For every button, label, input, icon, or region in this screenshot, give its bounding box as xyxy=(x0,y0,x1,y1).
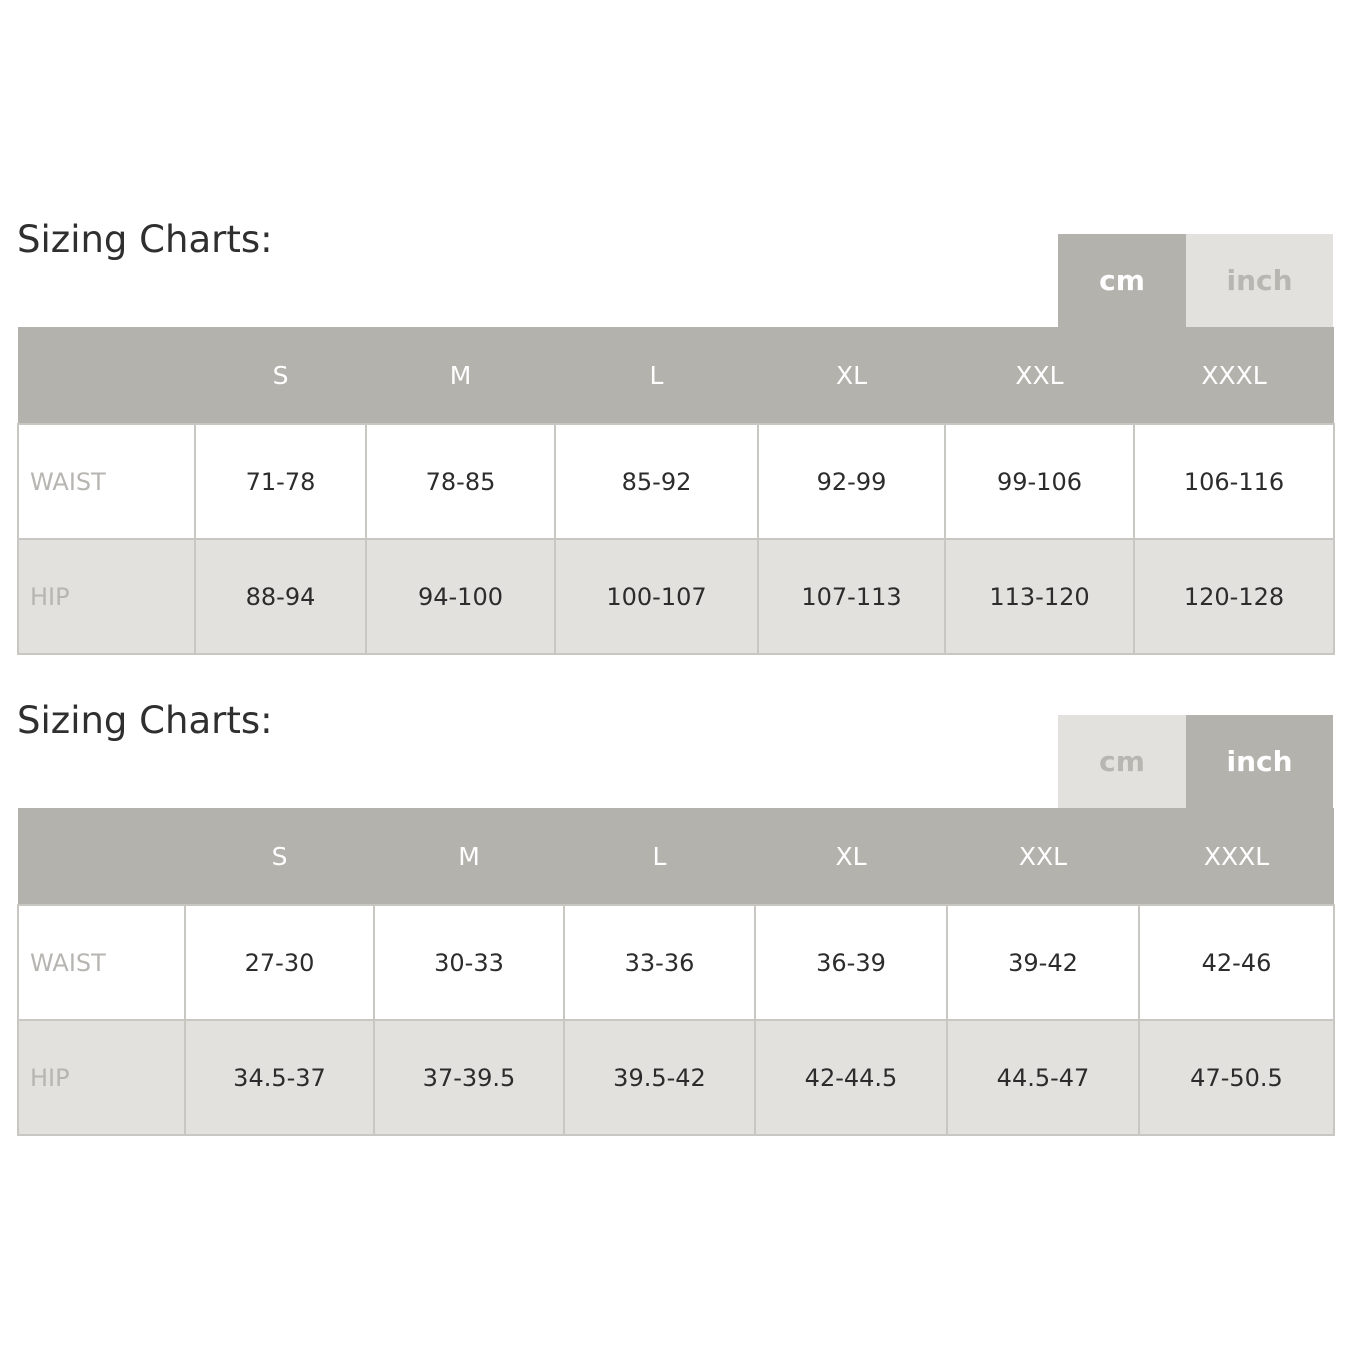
size-header-xxxl: XXXL xyxy=(1134,327,1334,424)
waist-value-s: 71-78 xyxy=(195,424,366,539)
waist-value-m: 78-85 xyxy=(366,424,555,539)
waist-value-xl: 36-39 xyxy=(755,905,947,1020)
unit-tab-inch[interactable]: inch xyxy=(1186,715,1333,808)
waist-value-xxl: 99-106 xyxy=(945,424,1134,539)
hip-value-xl: 107-113 xyxy=(758,539,945,654)
waist-value-xxxl: 106-116 xyxy=(1134,424,1334,539)
chart-title: Sizing Charts: xyxy=(17,699,273,742)
size-header-row xyxy=(18,808,1334,905)
waist-value-s: 27-30 xyxy=(185,905,374,1020)
hip-value-m: 94-100 xyxy=(366,539,555,654)
hip-value-s: 34.5-37 xyxy=(185,1020,374,1135)
unit-tab-inch[interactable]: inch xyxy=(1186,234,1333,327)
hip-row xyxy=(18,1020,1334,1135)
hip-value-l: 100-107 xyxy=(555,539,758,654)
size-header-l: L xyxy=(564,808,755,905)
unit-tab-cm[interactable]: cm xyxy=(1058,715,1186,808)
size-header-xl: XL xyxy=(758,327,945,424)
size-header-xl: XL xyxy=(755,808,947,905)
waist-value-m: 30-33 xyxy=(374,905,564,1020)
hip-row xyxy=(18,539,1334,654)
header-corner xyxy=(18,327,195,424)
waist-value-xxl: 39-42 xyxy=(947,905,1139,1020)
hip-value-m: 37-39.5 xyxy=(374,1020,564,1135)
row-label-hip: HIP xyxy=(18,539,195,654)
header-corner xyxy=(18,808,185,905)
size-header-m: M xyxy=(374,808,564,905)
hip-value-xxl: 44.5-47 xyxy=(947,1020,1139,1135)
size-header-s: S xyxy=(185,808,374,905)
unit-toggle xyxy=(1058,234,1333,327)
row-label-waist: WAIST xyxy=(18,905,185,1020)
hip-value-xxxl: 120-128 xyxy=(1134,539,1334,654)
size-table xyxy=(17,327,1335,655)
row-label-waist: WAIST xyxy=(18,424,195,539)
waist-value-l: 33-36 xyxy=(564,905,755,1020)
row-label-hip: HIP xyxy=(18,1020,185,1135)
hip-value-xxl: 113-120 xyxy=(945,539,1134,654)
waist-value-xxxl: 42-46 xyxy=(1139,905,1334,1020)
hip-value-xxxl: 47-50.5 xyxy=(1139,1020,1334,1135)
unit-toggle xyxy=(1058,715,1333,808)
size-header-l: L xyxy=(555,327,758,424)
size-header-xxl: XXL xyxy=(947,808,1139,905)
hip-value-s: 88-94 xyxy=(195,539,366,654)
unit-tab-cm[interactable]: cm xyxy=(1058,234,1186,327)
size-header-row xyxy=(18,327,1334,424)
size-table xyxy=(17,808,1335,1136)
waist-row xyxy=(18,424,1334,539)
waist-value-xl: 92-99 xyxy=(758,424,945,539)
size-header-s: S xyxy=(195,327,366,424)
waist-value-l: 85-92 xyxy=(555,424,758,539)
size-header-xxl: XXL xyxy=(945,327,1134,424)
waist-row xyxy=(18,905,1334,1020)
chart-title: Sizing Charts: xyxy=(17,218,273,261)
size-header-xxxl: XXXL xyxy=(1139,808,1334,905)
size-header-m: M xyxy=(366,327,555,424)
hip-value-xl: 42-44.5 xyxy=(755,1020,947,1135)
hip-value-l: 39.5-42 xyxy=(564,1020,755,1135)
